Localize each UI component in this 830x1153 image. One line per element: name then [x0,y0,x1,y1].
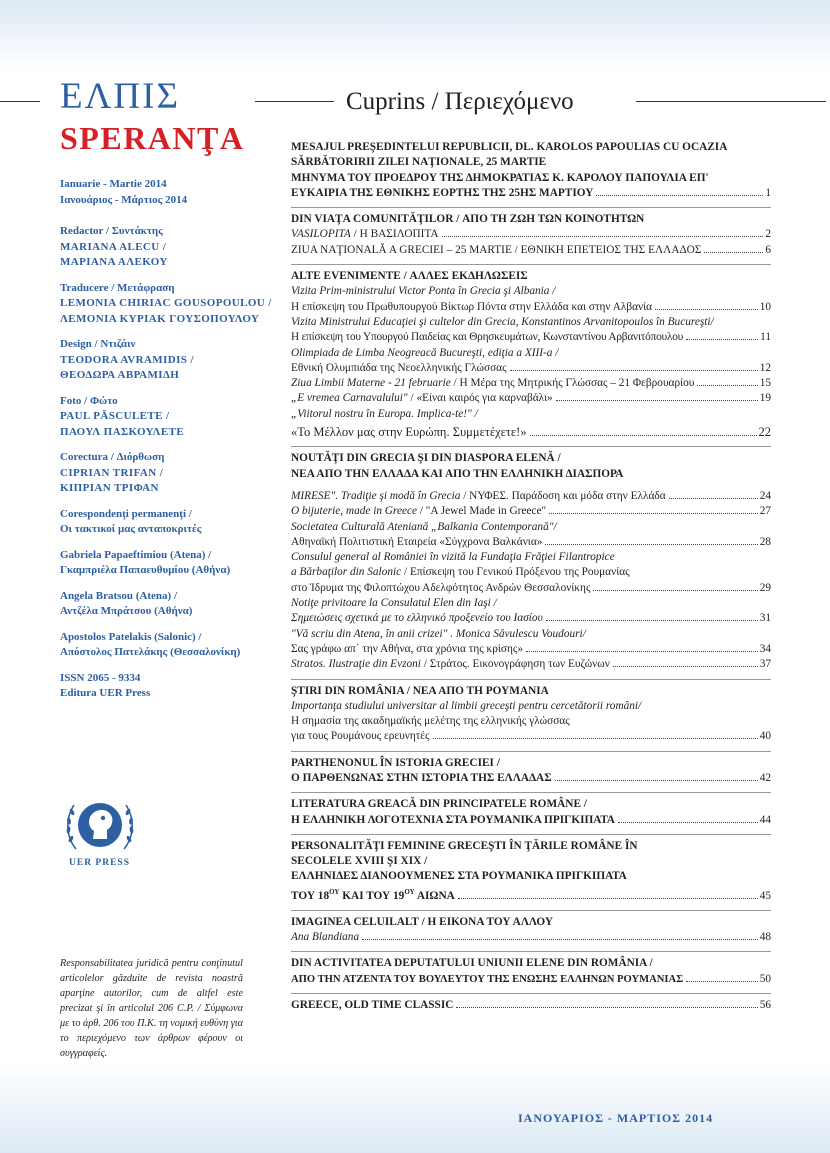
toc-entry[interactable] [291,425,771,440]
page-number: 24 [759,489,771,502]
leader-dots [546,620,758,621]
toc-entry-line: Importanţa studiului universitar al limbii greceşti pentru cercetătorii români/ [291,699,642,712]
leader-dots [510,370,758,371]
toc-entry[interactable] [291,642,771,657]
toc-entry-title: Ziua Limbii Materne - 21 februarie / Η Μέρα της Μητρικής Γλώσσας – 21 Φεβρουαρίου [291,377,695,390]
credit-translation [60,281,272,328]
leader-dots [593,590,757,591]
toc-entry-title: για τους Ρουμάνους ερευνητές [291,730,430,743]
credit-name: MARIANA ALECU / [60,240,167,253]
credit-name: ΛΕΜΟΝΙΑ ΚΥΡΙΑΚ ΓΟΥΣΟΠΟΥΛΟΥ [60,312,260,325]
toc-heading: PARTHENONUL ÎN ISTORIA GRECIEI / [291,756,500,769]
toc-entry-line: Consulul general al României în vizită la Fundaţia Frăţiei Filantropice [291,551,615,564]
toc-entry-title: ΑΠΟ ΤΗΝ ΑΤΖΕΝΤΑ ΤΟΥ ΒΟΥΛΕΥΤΟΥ ΤΗΣ ΕΝΩΣΗΣ ΕΛΛΗΝΩΝ ΡΟΥΜΑΝΙΑΣ [291,973,684,985]
toc-entry-title: MIRESE". Tradiţie şi modă în Grecia / ΝΥΦΕΣ. Παράδοση και μόδα στην Ελλάδα [291,489,666,502]
toc-heading: LITERATURA GREACĂ DIN PRINCIPATELE ROMÂNE / [291,798,587,811]
toc-entry-title: Σημειώσεις σχετικά με το ελληνικό προξενείο του Ιασίου [291,612,543,625]
toc-section-feminine-personalities [291,834,771,904]
leader-dots [596,195,763,196]
credit-name: PAUL PĂSCULETE / [60,410,170,422]
leader-dots [697,385,757,386]
leader-dots [530,435,757,436]
toc-entry[interactable] [291,581,771,596]
leader-dots [549,513,758,514]
toc-entry[interactable] [291,489,771,504]
toc-entry-title: „E vremea Carnavalului" / «Είναι καιρός για καρναβάλι» [291,392,553,405]
toc-entry[interactable] [291,813,771,828]
toc-entry[interactable] [291,376,771,391]
toc-entry[interactable] [291,243,771,258]
toc-entry[interactable] [291,535,771,550]
page-number: 34 [759,642,771,655]
leader-dots [545,544,757,545]
credit-correspondent [60,589,265,620]
page-number: 19 [759,392,771,405]
credit-name: CIPRIAN TRIFAN / [60,466,164,479]
toc-section-greek-literature [291,792,771,828]
top-rule-left [0,101,40,102]
page-number: 31 [759,612,771,625]
credit-name: ΘΕΟΔΩΡΑ ΑΒΡΑΜΙΔΗ [60,369,180,381]
issue-dates [60,177,265,208]
toc-entry-title: Η επίσκεψη του Υπουργού Παιδείας και Θρησκευμάτων, Κωνσταντίνου Αρβανιτόπουλου [291,331,684,344]
page-number: 22 [758,425,771,440]
publisher-info [60,671,265,702]
page-number: 44 [759,813,771,826]
toc-heading: NOUTĂŢI DIN GRECIA ŞI DIN DIASPORA ELENĂ / [291,452,561,465]
credit-name: LEMONIA CHIRIAC GOUSOPOULOU / [60,297,272,309]
toc-entry-title: ZIUA NAŢIONALĂ A GRECIEI – 25 MARTIE / ΕΘΝΙΚΗ ΕΠΕΤΕΙΟΣ ΤΗΣ ΕΛΛΑΔΟΣ [291,243,702,256]
leader-dots [655,309,758,310]
leader-dots [618,822,758,823]
credit-label: Foto / Φώτο [60,394,118,407]
toc-entry-title: Η επίσκεψη του Πρωθυπουργού Βίκτωρ Πόντα στην Ελλάδα και στην Αλβανία [291,300,653,313]
toc-entry-title: στο Ίδρυμα της Φιλοπτώχου Αδελφότητος Ανδρών Θεσσαλονίκης [291,581,591,594]
footer-issue-date: ΙΑΝΟΥΑΡΙΟΣ - ΜΑΡΤΙΟΣ 2014 [518,1111,714,1125]
leader-dots [456,1007,757,1008]
toc-entry[interactable] [291,998,771,1013]
toc-section-presidential-message [291,140,771,201]
toc-heading: ΜΗΝΥΜΑ ΤΟΥ ΠΡΟΕΔΡΟΥ ΤΗΣ ΔΗΜΟΚΡΑΤΙΑΣ Κ. ΚΑΡΟΛΟΥ ΠΑΠΟΥΛΙΑ ΕΠ' [291,171,709,184]
toc-section-news-greece [291,446,771,672]
toc-heading: ŞTIRI DIN ROMÂNIA / ΝΕΑ ΑΠΟ ΤΗ ΡΟΥΜΑΝΙΑ [291,684,549,697]
toc-heading: IMAGINEA CELUILALT / Η ΕΙΚΟΝΑ ΤΟΥ ΑΛΛΟΥ [291,915,554,928]
credit-label: Design / Ντιζάιν [60,338,136,350]
toc-heading: ΝΕΑ ΑΠΟ ΤΗΝ ΕΛΛΑΔΑ ΚΑΙ ΑΠΟ ΤΗΝ ΕΛΛΗΝΙΚΗ ΔΙΑΣΠΟΡΑ [291,467,624,480]
toc-section-other-events [291,264,771,440]
credit-name: Γκαμπριέλα Παπαευθυμίου (Αθήνα) [60,564,231,576]
toc-entry-title: Stratos. Ilustraţie din Evzoni / Στράτος. Εικονογράφηση των Ευζώνων [291,658,610,671]
toc-heading: DIN VIAŢA COMUNITĂŢILOR / ΑΠΟ ΤΗ ΖΩΗ ΤΩΝ ΚΟΙΝΟΤΗΤΩΝ [291,213,645,226]
toc-heading: ALTE EVENIMENTE / ΑΛΛΕΣ ΕΚΔΗΛΩΣΕΙΣ [291,270,528,283]
page-number: 45 [759,889,771,902]
toc-entry[interactable] [291,391,771,406]
leader-dots [458,898,758,899]
page-number: 11 [760,331,771,344]
leader-dots [433,738,758,739]
toc-entry-line: Notiţe privitoare la Consulatul Elen din Iaşi / [291,597,497,610]
toc-entry-line: Vizita Prim-ministrului Victor Ponta în Grecia şi Albania / [291,285,556,298]
leader-dots [704,252,763,253]
toc-entry-title: Ana Blandiana [291,931,360,944]
toc-entry[interactable] [291,330,771,345]
toc-entry[interactable] [291,930,771,945]
top-rule-right [636,101,826,102]
credit-label: Corectura / Διόρθωση [60,451,165,463]
toc-entry[interactable] [291,504,771,519]
toc-entry-line: Vizita Ministrului Educaţiei şi cultelor din Grecia, Konstantinos Arvanitopoulos în Bucureşti/ [291,315,714,328]
uer-press-label: UER PRESS [69,858,130,868]
toc-entry-line: "Vă scriu din Atena, în anii crizei" . Monica Săvulescu Voudouri/ [291,627,586,640]
toc-entry[interactable] [291,657,771,672]
masthead-credits [60,177,272,712]
toc-entry-line: Olimpiada de Limba Neogreacă Bucureşti, ediţia a XIII-a / [291,346,559,359]
credit-label: Angela Bratsou (Atena) / [60,589,178,602]
credit-label: Corespondenţi permanenţi / [60,507,192,520]
page-number: 56 [759,999,771,1012]
page-title-sep: / [425,88,445,115]
toc-entry-line: Η σημασία της ακαδημαϊκής μελέτης της ελληνικής γλώσσας [291,715,570,728]
toc-entry[interactable] [291,885,771,904]
credit-correspondent [60,630,265,661]
leader-dots [556,400,758,401]
leader-dots [686,339,758,340]
credit-label: Gabriela Papaeftimiou (Atena) / [60,548,212,561]
toc-heading: SECOLELE XVIII ŞI XIX / [291,855,428,868]
credit-correspondent [60,548,265,579]
leader-dots [669,498,758,499]
leader-dots [362,939,758,940]
page-number: 10 [759,300,771,313]
issue-date-ro: Ianuarie - Martie 2014 [60,178,167,190]
table-of-contents [291,140,771,1019]
leader-dots [442,236,764,237]
toc-entry[interactable] [291,611,771,626]
toc-entry-title: Ο ΠΑΡΘΕΝΩΝΑΣ ΣΤΗΝ ΙΣΤΟΡΙΑ ΤΗΣ ΕΛΛΑΔΑΣ [291,771,552,784]
toc-section-greece-old-time [291,993,771,1013]
page-number: 6 [765,243,771,256]
credit-name: Οι τακτικοί μας ανταποκριτές [60,523,202,535]
toc-entry[interactable] [291,361,771,376]
issn: ISSN 2065 - 9334 [60,671,141,684]
page-number: 1 [765,186,771,199]
credit-design [60,337,265,384]
page-title [346,88,574,116]
page-number: 15 [759,377,771,390]
toc-entry-title: VASILOPITA / Η ΒΑΣΙΛΟΠΙΤΑ [291,228,439,241]
page-number: 40 [759,730,771,743]
toc-entry-line: Societatea Culturală Ateniană „Balkania Contemporană"/ [291,520,557,533]
toc-entry-line: „Viitorul nostru în Europa. Implica-te!" / [291,407,478,420]
page-number: 12 [759,361,771,374]
toc-section-image-of-other [291,910,771,946]
publisher: Editura UER Press [60,687,151,699]
page-number: 48 [759,931,771,944]
toc-section-community-life [291,207,771,258]
page-title-ro: Cuprins [346,88,426,115]
toc-section-news-romania [291,679,771,745]
toc-entry-title: «Το Μέλλον μας στην Ευρώπη. Συμμετέχετε!» [291,425,527,440]
toc-heading: ΕΛΛΗΝΙΔΕΣ ΔΙΑΝΟΟΥΜΕΝΕΣ ΣΤΑ ΡΟΥΜΑΝΙΚΑ ΠΡΙΓΚΙΠΑΤΑ [291,870,627,883]
toc-heading: MESAJUL PREŞEDINTELUI REPUBLICII, DL. KAROLOS PAPOULIAS CU OCAZIA [291,141,728,153]
masthead-title-romanian: SPERANŢA [60,120,245,156]
toc-entry[interactable] [291,300,771,315]
toc-heading: PERSONALITĂŢI FEMININE GRECEŞTI ÎN ŢĂRILE ROMÂNE ÎN [291,839,638,852]
toc-entry[interactable] [291,972,771,987]
toc-section-parthenon [291,751,771,787]
toc-entry-title: Σας γράφω απ΄ την Αθήνα, στα χρόνια της κρίσης» [291,642,524,655]
credit-name: ΜΑΡΙΑΝΑ ΑΛΕΚΟΥ [60,256,168,268]
toc-section-deputy-activity [291,951,771,987]
credit-label: Redactor / Συντάκτης [60,225,163,237]
toc-heading: SĂRBĂTORIRII ZILEI NAŢIONALE, 25 MARTIE [291,156,547,169]
page-number: 28 [759,535,771,548]
toc-entry[interactable] [291,729,771,744]
toc-entry-line: a Bărbaţilor din Salonic / Επίσκεψη του Γενικού Πρόξενου της Ρουμανίας [291,566,630,579]
toc-entry[interactable] [291,771,771,786]
page-title-gr: Περιεχόμενο [444,88,574,115]
toc-entry-title: Η ΕΛΛΗΝΙΚΗ ΛΟΓΟΤΕΧΝΙΑ ΣΤΑ ΡΟΥΜΑΝΙΚΑ ΠΡΙΓΚΙΠΑΤΑ [291,813,615,826]
toc-entry-title: ΕΥΚΑΙΡΙΑ ΤΗΣ ΕΘΝΙΚΗΣ ΕΟΡΤΗΣ ΤΗΣ 25ΗΣ ΜΑΡΤΙΟΥ [291,186,594,199]
masthead-title-greek: ΕΛΠΙΣ [60,76,181,117]
credit-name: Απόστολος Πατελάκης (Θεσσαλονίκη) [60,646,241,658]
toc-heading: DIN ACTIVITATEA DEPUTATULUI UNIUNII ELENE DIN ROMÂNIA / [291,957,653,970]
page-number: 27 [759,505,771,518]
credit-name: ΠΑΟΥΛ ΠΑΣΚΟΥΛΕΤΕ [60,425,185,438]
toc-entry-title: Εθνική Ολυμπιάδα της Νεοελληνικής Γλώσσας [291,361,507,374]
credit-label: Apostolos Patelakis (Salonic) / [60,630,202,643]
page-number: 42 [759,771,771,784]
toc-entry-title: ΤΟΥ $18^{O\Upsilon}$ ΚΑΙ ΤΟΥ $19^{O\Upsilon}$ ΑΙΩΝΑ [291,887,455,902]
credit-name: TEODORA AVRAMIDIS / [60,353,194,366]
leader-dots [526,651,758,652]
top-rule-middle [255,101,334,102]
uer-press-logo-icon [60,787,140,867]
page-number: 37 [759,658,771,671]
page-number: 2 [765,228,771,241]
toc-entry-title: Αθηναϊκή Πολιτιστική Εταιρεία «Σύγχρονα Βαλκάνια» [291,535,543,548]
credit-name: ΚΙΠΡΙΑΝ ΤΡΙΦΑΝ [60,482,159,494]
credit-photo [60,394,265,441]
page-number: 29 [759,581,771,594]
toc-entry-title: GREECE, OLD TIME CLASSIC [291,999,454,1012]
toc-entry[interactable] [291,227,771,242]
issue-date-gr: Ιανουάριος - Μάρτιος 2014 [60,193,188,206]
page-number: 50 [759,972,771,985]
credit-editor [60,224,265,271]
leader-dots [555,780,758,781]
leader-dots [613,666,758,667]
credit-label: Traducere / Μετάφραση [60,281,175,294]
toc-entry[interactable] [291,186,771,201]
credit-proofreading [60,450,265,497]
leader-dots [686,981,758,982]
credit-correspondents [60,507,265,538]
legal-note: Responsabilitatea juridică pentru conţinutul articolelor găzduite de revista noastră aparţine autorilor, cum de altfel este precizat şi în articolul 206 C.P. / Σύμφωνα με το άρθ. 206 του Π.Κ. τη νομική ευθύνη για το περιεχόμενο των άρθρων φέρουν οι συγγραφείς. [60,958,243,1059]
credit-name: Αντζέλα Μπράτσου (Αθήνα) [60,605,193,617]
toc-entry-title: O bijuterie, made in Greece / "A Jewel Made in Greece" [291,505,547,518]
